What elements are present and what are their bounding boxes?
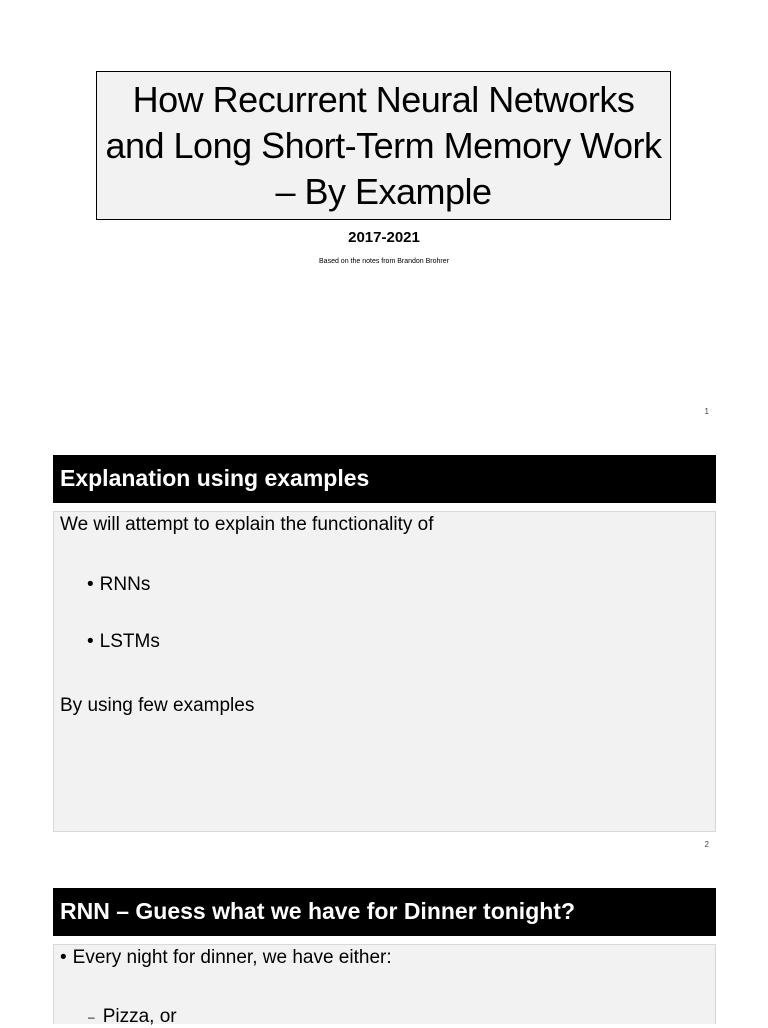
credit-line: Based on the notes from Brandon Brohrer (319, 258, 449, 265)
bullet-icon: • (60, 947, 67, 968)
page-number: 1 (704, 407, 709, 416)
intro-text: We will attempt to explain the functionality of (60, 514, 434, 535)
dash-icon: – (88, 1009, 95, 1024)
bullet-icon: • (87, 574, 94, 595)
years-subtitle: 2017-2021 (348, 229, 420, 246)
sub-bullet-label: Pizza, or (102, 1006, 177, 1027)
bullet-icon: • (87, 631, 94, 652)
content-box (53, 511, 716, 832)
title-box (96, 71, 671, 220)
bullet-label: Every night for dinner, we have either: (72, 947, 392, 968)
sub-bullet-item (88, 1006, 177, 1028)
bullet-item (87, 574, 150, 596)
outro-text: By using few examples (60, 695, 255, 716)
bullet-item (60, 947, 392, 969)
bullet-label: LSTMs (99, 631, 160, 652)
slide-header: RNN – Guess what we have for Dinner tonight? (53, 888, 716, 936)
page-title: How Recurrent Neural Networks and Long Short-Term Memory Work – By Example (105, 78, 662, 212)
page-number: 2 (704, 840, 709, 849)
bullet-item (87, 631, 160, 653)
slide-header: Explanation using examples (53, 455, 716, 503)
bullet-label: RNNs (99, 574, 151, 595)
